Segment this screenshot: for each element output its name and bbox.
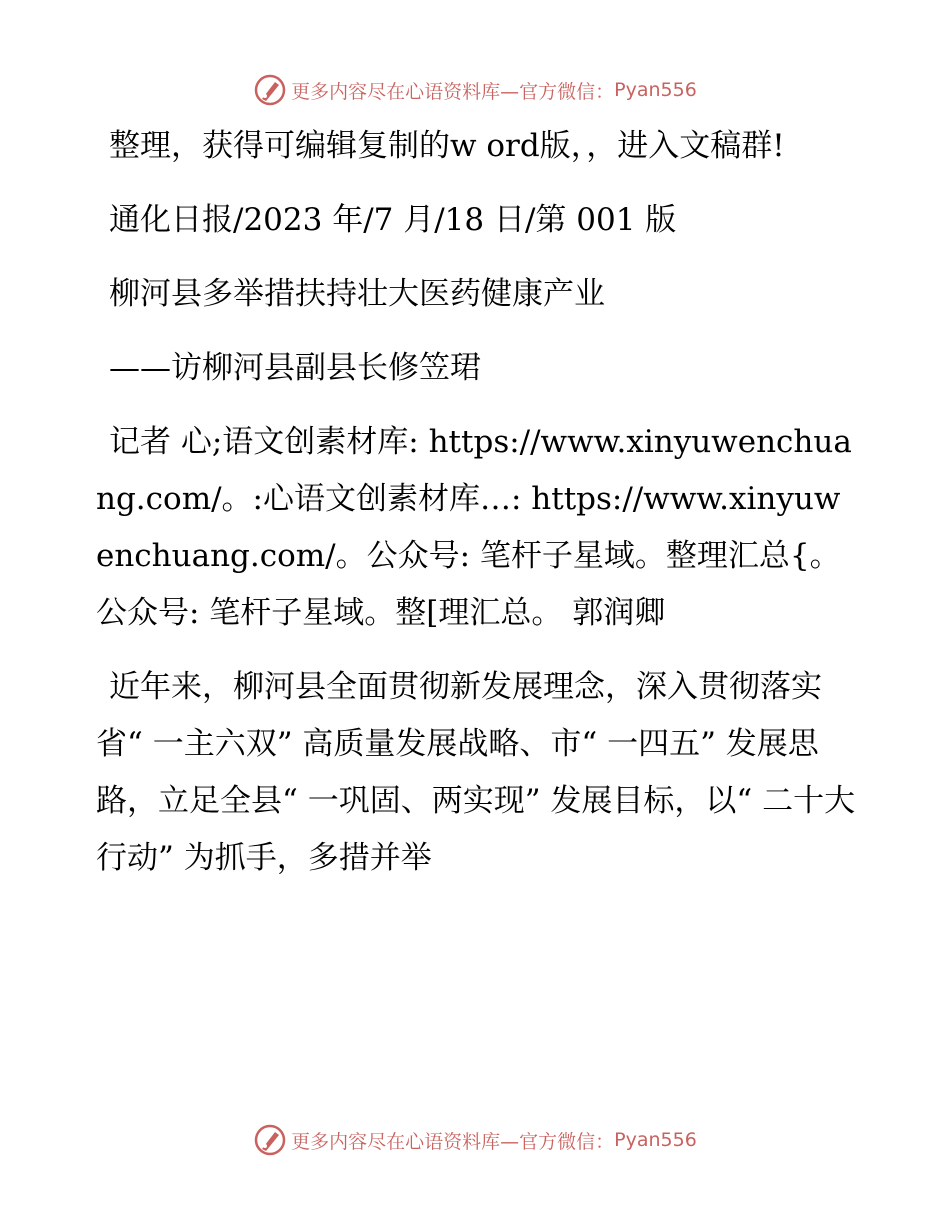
byline-paragraph: 记者 心;语文创素材库: https://www.xinyuwenchuang.com/。:心语文创素材库…: https://www.xinyuwenchuang.com/。公众号: 笔杆子星域。整理汇总{。公众号: 笔杆子星域。整[理汇总。 郭润卿: [96, 424, 852, 631]
document-body: [96, 118, 856, 904]
pen-logo-icon: [253, 73, 287, 107]
pen-logo-icon: [253, 1123, 287, 1157]
article-subtitle: ——访柳河县副县长修笠珺: [109, 350, 481, 386]
footer-watermark-banner: [0, 1120, 950, 1160]
body-paragraph: 近年来，柳河县全面贯彻新发展理念，深入贯彻落实省“ 一主六双” 高质量发展战略、市“ 一四五” 发展思路，立足全县“ 一巩固、两实现” 发展目标，以“ 二十大行动” 为抓手，多措并举: [96, 669, 856, 876]
banner-account: Pyan556: [614, 1129, 697, 1151]
header-watermark-banner: [0, 70, 950, 110]
banner-text: 更多内容尽在心语资料库—官方微信：: [291, 1130, 615, 1153]
source-line: 通化日报/2023 年/7 月/18 日/第 001 版: [109, 202, 677, 238]
banner-account: Pyan556: [614, 79, 697, 101]
intro-paragraph: 整理，获得可编辑复制的w ord版，，进入文稿群!: [109, 128, 785, 164]
article-title: 柳河县多举措扶持壮大医药健康产业: [109, 276, 605, 312]
banner-text: 更多内容尽在心语资料库—官方微信：: [291, 80, 615, 103]
